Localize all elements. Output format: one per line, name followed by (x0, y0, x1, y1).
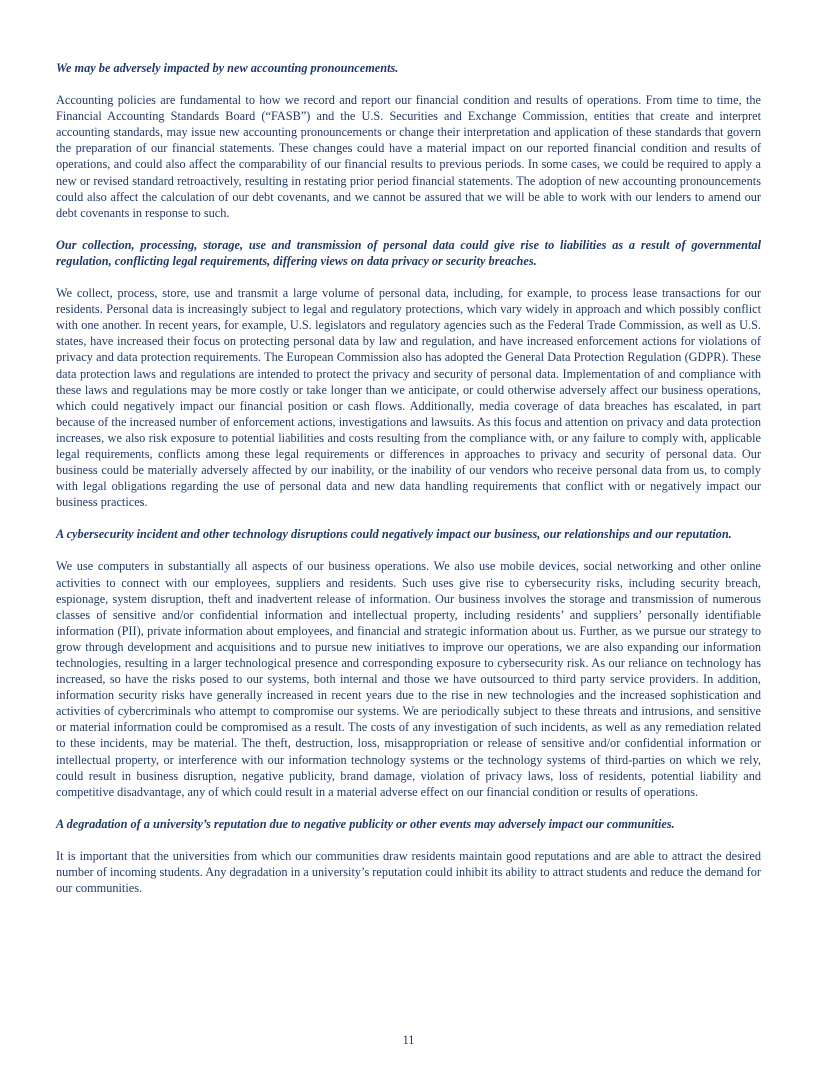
risk-section-personal-data (56, 237, 761, 511)
section-heading: We may be adversely impacted by new accounting pronouncements. (56, 61, 399, 75)
section-heading: A cybersecurity incident and other technology disruptions could negatively impact our business, our relationships and our reputation. (56, 527, 732, 542)
section-body: Accounting policies are fundamental to how we record and report our financial condition and results of operations. From time to time, the Financial Accounting Standards Board (“FASB”) and the U.S. Securities and Exchange Commission, entities that create and interpret accounting standards, may issue new accounting pronouncements or change their interpretation and application of these standards that govern the preparation of our financial statements. These changes could have a material impact on our reported financial condition and results of operations, and could also affect the comparability of our financial results to previous periods. In some cases, we could be required to apply a new or revised standard retroactively, resulting in restating prior period financial statements. The adoption of new accounting pronouncements could also affect the calculation of our debt covenants, and we cannot be assured that we will be able to work with our lenders to amend our debt covenants in response to such. (56, 93, 761, 220)
document-page (56, 60, 761, 912)
page-number: 11 (402, 1033, 415, 1047)
section-body: We use computers in substantially all aspects of our business operations. We also use mobile devices, social networking and other online activities to connect with our employees, suppliers and residents. Such uses give rise to cybersecurity risks, including security breach, espionage, system disruption, theft and inadvertent release of information. Our business involves the storage and transmission of numerous classes of sensitive and/or confidential information and intellectual property, including residents’ and suppliers’ personally identifiable information (PII), private information about employees, and financial and strategic information about us. Further, as we pursue our strategy to grow through development and acquisitions and to pursue new initiatives to improve our operations, we are also expanding our information technologies, resulting in a larger technological presence and corresponding exposure to cybersecurity risk. As our reliance on technology has increased, so have the risks posed to our systems, both internal and those we have outsourced to third party service providers. In addition, information security risks have generally increased in recent years due to the rise in new technologies and the increased sophistication and activities of cybercriminals who attempt to compromise our systems. We are periodically subject to these threats and intrusions, and sensitive or material information could be compromised as a result. The costs of any investigation of such incidents, as well as any remediation related to these incidents, may be material. The theft, destruction, loss, misappropriation or release of sensitive and/or confidential information or intellectual property, or interference with our information technology systems or the technology systems of third-parties on which we rely, could result in business disruption, negative publicity, brand damage, violation of privacy laws, loss of residents, potential liability and competitive disadvantage, any of which could result in a material adverse effect on our financial condition or results of operations. (56, 559, 761, 799)
risk-section-university-reputation (56, 816, 761, 896)
section-heading: A degradation of a university’s reputation due to negative publicity or other events may adversely impact our communities. (56, 816, 675, 831)
risk-section-cybersecurity (56, 526, 761, 800)
section-body: We collect, process, store, use and transmit a large volume of personal data, including, for example, to process lease transactions for our residents. Personal data is increasingly subject to legal and regulatory protections, which vary widely in approach and which possibly conflict with one another. In recent years, for example, U.S. legislators and regulatory agencies such as the Federal Trade Commission, as well as U.S. states, have increased their focus on protecting personal data by law and regulation, and have increased enforcement actions for violations of privacy and data protection requirements. The European Commission also has adopted the General Data Protection Regulation (GDPR). These data protection laws and regulations are intended to protect the privacy and security of personal data. Implementation of and compliance with these laws and regulations may be more costly or take longer than we anticipate, or could otherwise adversely affect our business operations, which could negatively impact our financial position or cash flows. Additionally, media coverage of data breaches has escalated, in part because of the increased number of enforcement actions, investigations and lawsuits. As this focus and attention on privacy and data protection increases, we also risk exposure to potential liabilities and costs resulting from the compliance with, or any failure to comply with, applicable legal requirements, conflicts among these legal requirements or differences in approaches to privacy and security of personal data. Our business could be materially adversely affected by our inability, or the inability of our vendors who receive personal data from us, to comply with legal obligations regarding the use of personal data and new data handling requirements that conflict with or negatively impact our business practices. (56, 286, 761, 510)
risk-section-accounting (56, 60, 761, 221)
section-body: It is important that the universities from which our communities draw residents maintain good reputations and are able to attract the desired number of incoming students. Any degradation in a university’s reputation could inhibit its ability to attract students and reduce the demand for our communities. (56, 848, 761, 896)
section-heading: Our collection, processing, storage, use and transmission of personal data could give rise to liabilities as a result of governmental regulation, conflicting legal requirements, differing views on data privacy or security breaches. (56, 237, 761, 268)
